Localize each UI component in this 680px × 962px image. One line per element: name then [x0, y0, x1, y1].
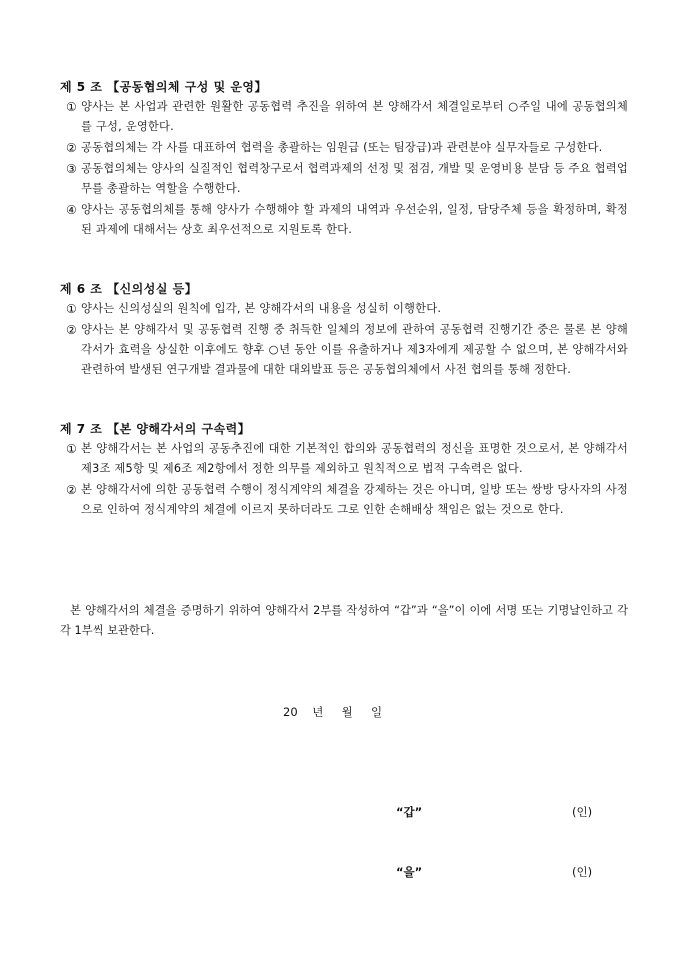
clause-number: ②: [66, 141, 77, 155]
clause-number: ①: [66, 442, 77, 456]
article-title: 제 5 조 【공동협의체 구성 및 운영】: [60, 80, 268, 94]
clause-text: 본 양해각서에 의한 공동협력 수행이 정식계약의 체결을 강제하는 것은 아니며, 일방 또는 쌍방 당사자의 사정으로 인하여 정식계약의 체결에 이르지 못하더라도 그로 인한 손해배상 책임은 없는 것으로 한다.: [81, 483, 628, 516]
article-6: [60, 280, 628, 380]
article-title: 제 6 조 【신의성실 등】: [60, 282, 198, 296]
article-5: [60, 78, 628, 240]
clause-text: 공동협의체는 양사의 실질적인 협력창구로서 협력과제의 선정 및 점검, 개발 및 운영비용 분담 등 주요 협력업무를 총괄하는 역할을 수행한다.: [81, 162, 628, 195]
clause-item: [60, 200, 628, 240]
clause-text: 양사는 공동협의체를 통해 양사가 수행해야 할 과제의 내역과 우선순위, 일정, 담당주체 등을 확정하며, 확정된 과제에 대해서는 상호 최우선적으로 지원토록 한다.: [81, 203, 628, 236]
party-a-seal: (인): [572, 805, 593, 819]
clause-number: ②: [66, 483, 77, 497]
clause-item: [60, 320, 628, 380]
party-a-label: “갑”: [396, 805, 423, 819]
clause-text: 양사는 신의성실의 원칙에 입각, 본 양해각서의 내용을 성실히 이행한다.: [81, 302, 442, 315]
clause-number: ②: [66, 323, 77, 337]
clause-item: [60, 97, 628, 137]
clause-text: 양사는 본 사업과 관련한 원활한 공동협력 추진을 위하여 본 양해각서 체결일로부터 ○주일 내에 공동협의체를 구성, 운영한다.: [81, 100, 628, 133]
clause-number: ④: [66, 203, 77, 217]
clause-item: [60, 480, 628, 520]
clause-number: ③: [66, 162, 77, 176]
clause-number: ①: [66, 302, 77, 316]
party-b-seal: (인): [572, 865, 593, 879]
clause-item: [60, 439, 628, 479]
clause-item: [60, 138, 628, 158]
clause-text: 본 양해각서는 본 사업의 공동추진에 대한 기본적인 합의와 공동협력의 정신을 표명한 것으로서, 본 양해각서 제3조 제5항 및 제6조 제2항에서 정한 의무를 제외하고 원칙적으로 법적 구속력은 없다.: [81, 442, 628, 475]
clause-number: ①: [66, 100, 77, 114]
party-b-label: “을”: [396, 865, 423, 879]
clause-item: [60, 159, 628, 199]
article-7: [60, 420, 628, 520]
closing-paragraph: 본 양해각서의 체결을 증명하기 위하여 양해각서 2부를 작성하여 “갑”과 “을”이 이에 서명 또는 기명날인하고 각각 1부씩 보관한다.: [60, 604, 628, 637]
clause-text: 양사는 본 양해각서 및 공동협력 진행 중 취득한 일체의 정보에 관하여 공동협력 진행기간 중은 물론 본 양해각서가 효력을 상실한 이후에도 향후 ○년 동안 이를 유출하거나 제3자에게 제공할 수 없으며, 본 양해각서와 관련하여 발생된 연구개발 결과물에 대한 대외발표 등은 공동협의체에서 사전 협의를 통해 정한다.: [81, 323, 628, 376]
date-line: 20 년 월 일: [283, 705, 383, 719]
article-title: 제 7 조 【본 양해각서의 구속력】: [60, 422, 251, 436]
clause-item: [60, 299, 628, 319]
clause-text: 공동협의체는 각 사를 대표하여 협력을 총괄하는 임원급 (또는 팀장급)과 관련분야 실무자들로 구성한다.: [81, 141, 603, 154]
